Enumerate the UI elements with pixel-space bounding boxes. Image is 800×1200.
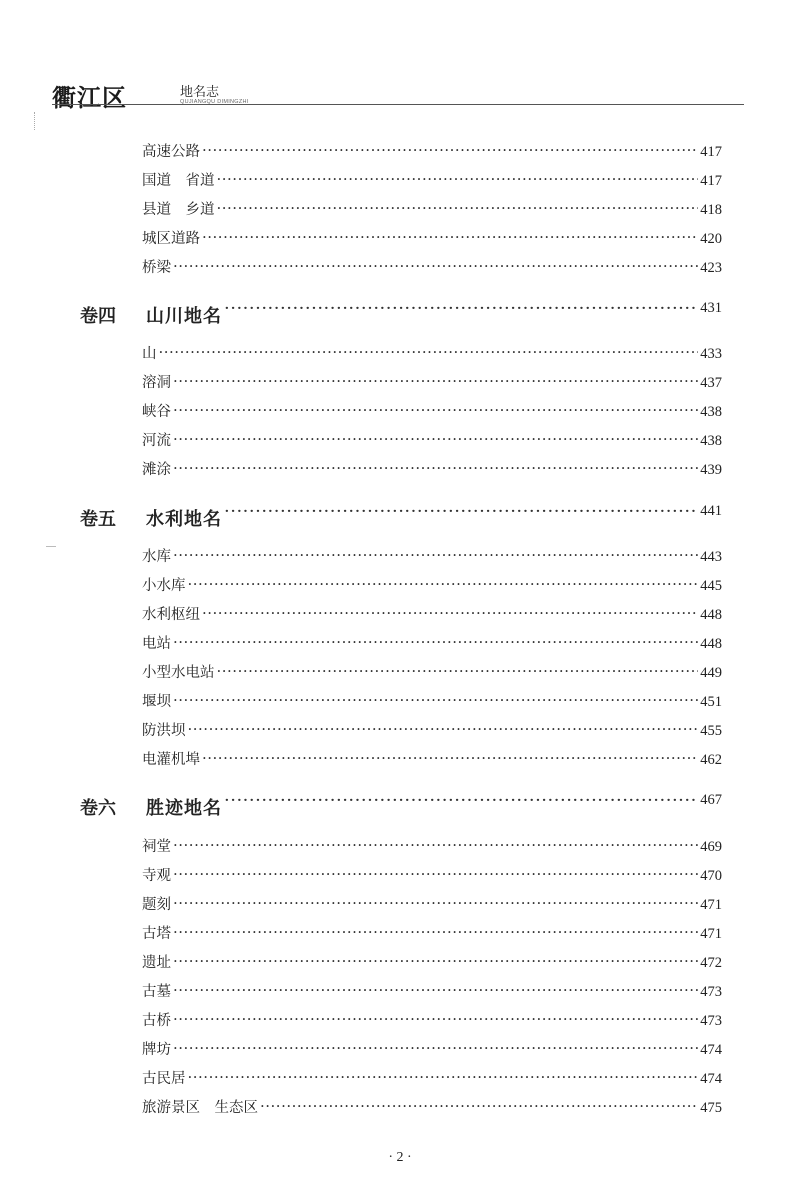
toc-entry-page: 433 — [700, 346, 722, 362]
dot-leader — [173, 1039, 698, 1057]
dot-leader — [173, 836, 698, 854]
toc-entry-power-stations[interactable] — [142, 632, 722, 654]
toc-entry-small-hydro-stations[interactable] — [142, 661, 722, 683]
dot-leader — [188, 575, 699, 593]
toc-entry-page: 473 — [700, 1013, 722, 1029]
toc-entry-gorges[interactable] — [142, 400, 722, 422]
toc-entry-page: 438 — [700, 404, 722, 420]
toc-entry-page: 470 — [700, 868, 722, 884]
dot-leader — [202, 749, 698, 767]
toc-entry-page: 473 — [700, 984, 722, 1000]
dot-leader — [202, 141, 698, 159]
toc-entry-label: 古民居 — [142, 1071, 186, 1087]
toc-entry-label: 古墓 — [142, 984, 171, 1000]
toc-entry-rivers[interactable] — [142, 429, 722, 451]
dot-leader — [173, 981, 698, 999]
toc-entry-tombs[interactable] — [142, 980, 722, 1002]
toc-entry-label: 滩涂 — [142, 462, 171, 478]
volume-title: 胜迹地名 — [146, 798, 222, 819]
toc-entry-page: 455 — [700, 723, 722, 739]
toc-entry-temples[interactable] — [142, 864, 722, 886]
dot-leader — [202, 604, 698, 622]
volume-title: 水利地名 — [146, 509, 222, 530]
header-rule — [52, 104, 744, 105]
margin-speck — [34, 112, 37, 130]
toc-entry-scenic-eco-areas[interactable] — [142, 1096, 722, 1118]
toc-entry-label: 峡谷 — [142, 404, 171, 420]
toc-entry-national-provincial-roads[interactable] — [142, 169, 722, 191]
dot-leader — [173, 923, 698, 941]
toc-entry-page: 443 — [700, 549, 722, 565]
toc-entry-page: 474 — [700, 1071, 722, 1087]
dot-leader — [202, 228, 698, 246]
toc-entry-expressway[interactable] — [142, 140, 722, 162]
toc-entry-page: 417 — [700, 173, 722, 189]
toc-entry-page: 418 — [700, 202, 722, 218]
dot-leader — [173, 865, 698, 883]
toc-entry-ancestral-halls[interactable] — [142, 835, 722, 857]
dot-leader — [188, 1068, 699, 1086]
toc-entry-page: 471 — [700, 897, 722, 913]
toc-entry-water-hubs[interactable] — [142, 603, 722, 625]
dot-leader — [173, 430, 698, 448]
toc-entry-page: 449 — [700, 665, 722, 681]
dot-leader — [224, 501, 698, 522]
toc-entry-label: 水利枢纽 — [142, 607, 200, 623]
toc-entry-ancient-bridges[interactable] — [142, 1009, 722, 1031]
dot-leader — [188, 720, 699, 738]
dot-leader — [173, 952, 698, 970]
volume-number: 卷四 — [80, 306, 116, 327]
toc-entry-page: 462 — [700, 752, 722, 768]
toc-entry-mountains[interactable] — [142, 342, 722, 364]
book-title: 衢江区 — [52, 83, 127, 112]
toc-entry-label: 水库 — [142, 549, 171, 565]
toc-entry-page: 448 — [700, 607, 722, 623]
toc-entry-flood-dams[interactable] — [142, 719, 722, 741]
volume-title: 山川地名 — [146, 306, 222, 327]
toc-entry-label: 古塔 — [142, 926, 171, 942]
dot-leader — [159, 343, 699, 361]
toc-entry-label: 祠堂 — [142, 839, 171, 855]
dot-leader — [173, 691, 698, 709]
toc-entry-page: 471 — [700, 926, 722, 942]
page-number: · 2 · — [388, 1150, 412, 1165]
dot-leader — [173, 459, 698, 477]
toc-entry-page: 417 — [700, 144, 722, 160]
toc-entry-page: 438 — [700, 433, 722, 449]
toc-entry-inscriptions[interactable] — [142, 893, 722, 915]
dot-leader — [173, 1010, 698, 1028]
toc-entry-label: 防洪坝 — [142, 723, 186, 739]
book-subtitle: 地名志 — [180, 85, 220, 100]
margin-speck — [46, 546, 56, 547]
dot-leader — [260, 1097, 698, 1115]
volume-number: 卷六 — [80, 798, 116, 819]
dot-leader — [173, 894, 698, 912]
toc-volume-6[interactable] — [80, 794, 722, 824]
toc-entry-weirs[interactable] — [142, 690, 722, 712]
toc-entry-label: 电站 — [142, 636, 171, 652]
dot-leader — [217, 662, 699, 680]
dot-leader — [173, 372, 698, 390]
book-romanization: QUJIANGQU DIMINGZHI — [180, 99, 249, 105]
toc-entry-label: 遗址 — [142, 955, 171, 971]
toc-entry-label: 桥梁 — [142, 260, 171, 276]
toc-entry-label: 电灌机埠 — [142, 752, 200, 768]
toc-volume-4[interactable] — [80, 302, 722, 332]
toc-entry-reservoirs[interactable] — [142, 545, 722, 567]
toc-entry-page: 439 — [700, 462, 722, 478]
toc-entry-label: 河流 — [142, 433, 171, 449]
dot-leader — [217, 170, 699, 188]
toc-entry-irrigation-pumps[interactable] — [142, 748, 722, 770]
toc-entry-label: 小水库 — [142, 578, 186, 594]
toc-entry-page: 431 — [700, 300, 722, 316]
toc-entry-label: 寺观 — [142, 868, 171, 884]
toc-entry-page: 420 — [700, 231, 722, 247]
toc-entry-page: 475 — [700, 1100, 722, 1116]
toc-entry-label: 牌坊 — [142, 1042, 171, 1058]
dot-leader — [224, 298, 698, 319]
running-header — [52, 83, 744, 112]
toc-entry-page: 474 — [700, 1042, 722, 1058]
toc-entry-label: 溶洞 — [142, 375, 171, 391]
toc-entry-memorial-arches[interactable] — [142, 1038, 722, 1060]
toc-entry-old-dwellings[interactable] — [142, 1067, 722, 1089]
toc-entry-label: 山 — [142, 346, 157, 362]
toc-entry-label: 高速公路 — [142, 144, 200, 160]
toc-entry-page: 472 — [700, 955, 722, 971]
toc-entry-caves[interactable] — [142, 371, 722, 393]
dot-leader — [173, 633, 698, 651]
toc-entry-label: 城区道路 — [142, 231, 200, 247]
toc-entry-bridges[interactable] — [142, 256, 722, 278]
toc-entry-label: 小型水电站 — [142, 665, 215, 681]
toc-entry-urban-roads[interactable] — [142, 227, 722, 249]
volume-number: 卷五 — [80, 509, 116, 530]
toc-entry-shoals[interactable] — [142, 458, 722, 480]
toc-entry-label: 国道 省道 — [142, 173, 215, 189]
toc-entry-pagodas[interactable] — [142, 922, 722, 944]
dot-leader — [224, 790, 698, 811]
toc-volume-5[interactable] — [80, 505, 722, 535]
dot-leader — [173, 257, 698, 275]
toc-entry-page: 467 — [700, 792, 722, 808]
toc-entry-ruins[interactable] — [142, 951, 722, 973]
dot-leader — [173, 401, 698, 419]
toc-entry-label: 县道 乡道 — [142, 202, 215, 218]
toc-entry-page: 445 — [700, 578, 722, 594]
toc-entry-page: 437 — [700, 375, 722, 391]
toc-entry-page: 441 — [700, 503, 722, 519]
toc-entry-label: 古桥 — [142, 1013, 171, 1029]
toc-entry-label: 堰坝 — [142, 694, 171, 710]
toc-entry-page: 469 — [700, 839, 722, 855]
toc-entry-county-township-roads[interactable] — [142, 198, 722, 220]
toc-entry-page: 448 — [700, 636, 722, 652]
toc-entry-label: 题刻 — [142, 897, 171, 913]
toc-entry-page: 451 — [700, 694, 722, 710]
toc-entry-page: 423 — [700, 260, 722, 276]
dot-leader — [217, 199, 699, 217]
toc-entry-label: 旅游景区 生态区 — [142, 1100, 258, 1116]
toc-entry-small-reservoirs[interactable] — [142, 574, 722, 596]
dot-leader — [173, 546, 698, 564]
